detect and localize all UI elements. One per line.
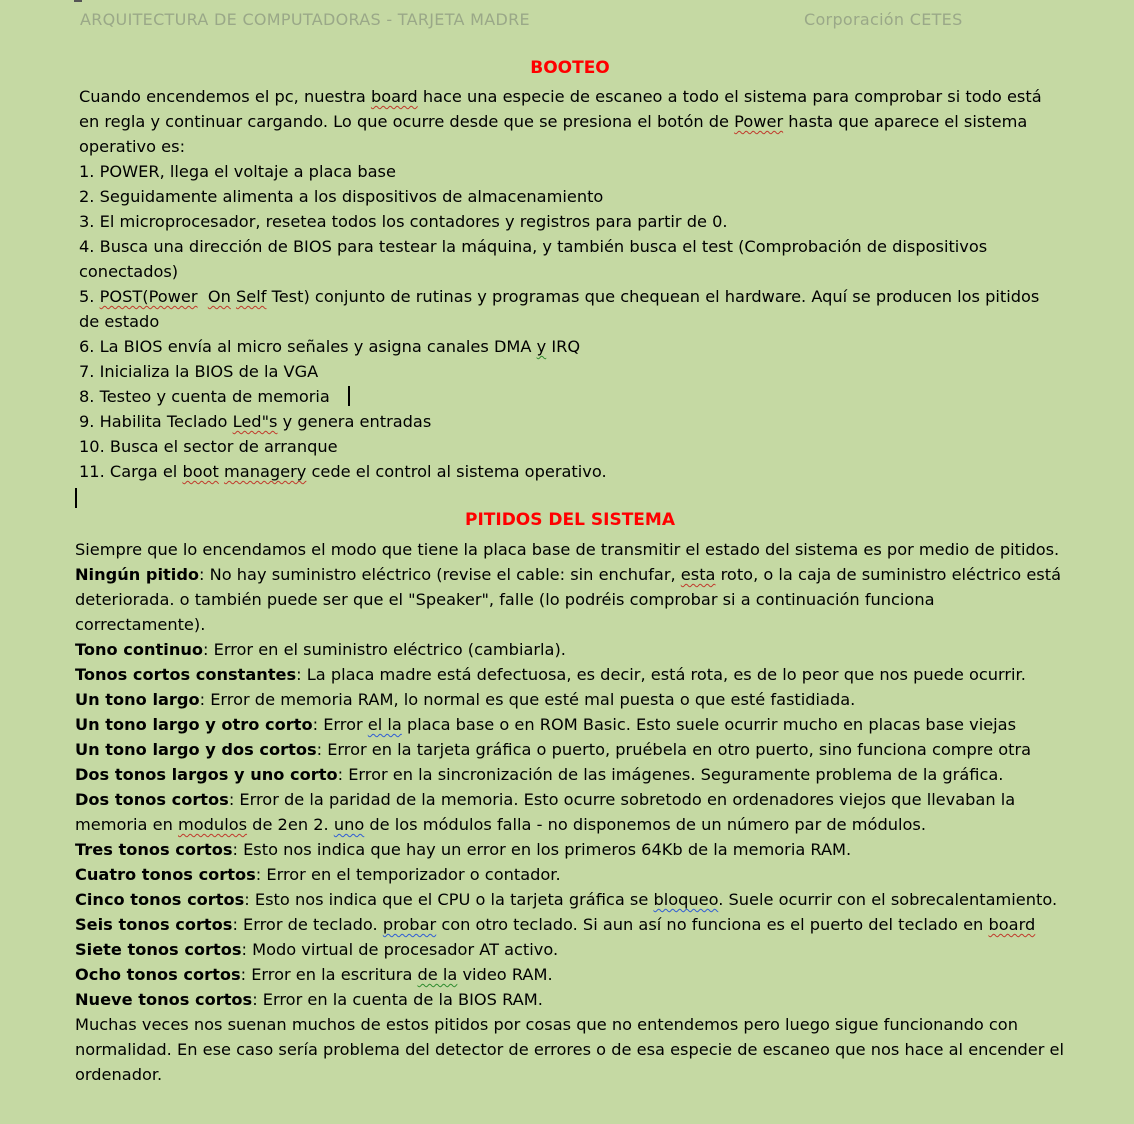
entry-tono-continuo	[75, 637, 1065, 662]
entry-ocho-tonos-cortos	[75, 962, 1065, 987]
booteo-intro	[79, 84, 1064, 159]
entry-tonos-cortos-constantes	[75, 662, 1065, 687]
text-run	[198, 287, 208, 306]
text-run: video RAM.	[457, 965, 553, 984]
spellcheck-word: boot	[182, 462, 219, 481]
grammar-word: bloqueo	[653, 890, 719, 909]
text-run: 5.	[79, 287, 100, 306]
text-run: : Error en el temporizador o contador.	[255, 865, 561, 884]
text-run: 6. La BIOS envía al micro señales y asigna canales DMA	[79, 337, 537, 356]
entry-label: Nueve tonos cortos	[75, 990, 253, 1009]
entry-label: Seis tonos cortos	[75, 915, 233, 934]
text-run: de los módulos falla - no disponemos de un número par de módulos.	[364, 815, 926, 834]
text-run: : Error en la tarjeta gráfica o puerto, pruébela en otro puerto, sino funciona compre otra	[316, 740, 1032, 759]
text-run: : Error en la sincronización de las imágenes. Seguramente problema de la gráfica.	[337, 765, 1004, 784]
entry-dos-tonos-cortos	[75, 787, 1065, 837]
entry-dos-largos-uno-corto	[75, 762, 1065, 787]
text-run: . Suele ocurrir con el sobrecalentamiento.	[718, 890, 1058, 909]
booteo-title: BOOTEO	[530, 58, 610, 78]
booteo-step-3: 3. El microprocesador, resetea todos los contadores y registros para partir de 0.	[79, 212, 728, 231]
booteo-step-1: 1. POWER, llega el voltaje a placa base	[79, 162, 396, 181]
spellcheck-word: board	[988, 915, 1036, 934]
text-run: : Error en el suministro eléctrico (cambiarla).	[203, 640, 566, 659]
page-header	[80, 8, 1080, 32]
booteo-step-2: 2. Seguidamente alimenta a los dispositivos de almacenamiento	[79, 187, 604, 206]
pitidos-intro: Siempre que lo encendamos el modo que tiene la placa base de transmitir el estado del sistema es por medio de pitidos.	[75, 540, 1060, 559]
entry-un-tono-largo	[75, 687, 1065, 712]
entry-label: Siete tonos cortos	[75, 940, 242, 959]
entry-largo-y-corto	[75, 712, 1065, 737]
booteo-section	[79, 84, 1064, 484]
text-run: Cuando encendemos el pc, nuestra	[79, 87, 371, 106]
text-run: Test) conjunto de rutinas y programas que chequean el hardware. Aquí se producen los pitidos de estado	[79, 287, 1040, 331]
text-run: : Modo virtual de procesador AT activo.	[241, 940, 559, 959]
entry-label: Dos tonos largos y uno corto	[75, 765, 338, 784]
header-institution: Corporación CETES	[804, 10, 963, 29]
spellcheck-word: esta	[680, 565, 716, 584]
booteo-step-11	[79, 459, 1064, 484]
grammar-word: de la	[417, 965, 458, 984]
booteo-step-9	[79, 409, 1064, 434]
text-run: : Error de la paridad de la memoria. Esto ocurre sobretodo en ordenadores viejos que llevaban la memoria en	[75, 790, 1016, 834]
grammar-word: el la	[367, 715, 402, 734]
text-run: : Error	[312, 715, 368, 734]
entry-ningun-pitido	[75, 562, 1065, 637]
text-run: placa base o en ROM Basic. Esto suele ocurrir mucho en placas base viejas	[401, 715, 1017, 734]
text-run: : Error en la escritura	[240, 965, 418, 984]
text-run: : La placa madre está defectuosa, es decir, está rota, es de lo peor que nos puede ocurrir.	[296, 665, 1026, 684]
spellcheck-word: board	[370, 87, 418, 106]
entry-label: Un tono largo y otro corto	[75, 715, 313, 734]
header-course-title: ARQUITECTURA DE COMPUTADORAS - TARJETA MADRE	[80, 10, 530, 29]
text-run: : Error de memoria RAM, lo normal es que esté mal puesta o que esté fastidiada.	[199, 690, 856, 709]
text-run: : Esto nos indica que hay un error en los primeros 64Kb de la memoria RAM.	[232, 840, 852, 859]
spellcheck-word: Led"s	[232, 412, 278, 431]
text-run: con otro teclado. Si aun así no funciona es el puerto del teclado en	[436, 915, 989, 934]
entry-siete-tonos-cortos	[75, 937, 1065, 962]
entry-cuatro-tonos-cortos	[75, 862, 1065, 887]
text-run: hasta que aparece el sistema operativo es:	[79, 112, 1028, 156]
booteo-step-5	[79, 284, 1064, 334]
entry-label: Un tono largo	[75, 690, 200, 709]
text-run: hace una especie de escaneo a todo el sistema para comprobar si todo está en regla y continuar cargando. Lo que ocurre desde que se presiona el botón de	[79, 87, 1042, 131]
spellcheck-word: modulos	[177, 815, 248, 834]
text-cursor	[75, 488, 77, 508]
pitidos-title: PITIDOS DEL SISTEMA	[464, 510, 675, 530]
spellcheck-word: On	[207, 287, 231, 306]
text-run: 11. Carga el	[79, 462, 183, 481]
entry-seis-tonos-cortos	[75, 912, 1065, 937]
spellcheck-word: managery	[224, 462, 307, 481]
entry-nueve-tonos-cortos	[75, 987, 1065, 1012]
spellcheck-word: POST(Power	[99, 287, 198, 306]
text-run: IRQ	[546, 337, 581, 356]
text-run: 8. Testeo y cuenta de memoria	[79, 387, 330, 406]
pitidos-section	[75, 537, 1065, 1087]
entry-label: Ningún pitido	[75, 565, 200, 584]
booteo-step-7: 7. Inicializa la BIOS de la VGA	[79, 362, 319, 381]
text-run: y genera entradas	[277, 412, 432, 431]
text-run: de 2en 2.	[247, 815, 334, 834]
entry-label: Un tono largo y dos cortos	[75, 740, 317, 759]
entry-label: Ocho tonos cortos	[75, 965, 241, 984]
entry-cinco-tonos-cortos	[75, 887, 1065, 912]
entry-label: Tono continuo	[75, 640, 203, 659]
booteo-step-10: 10. Busca el sector de arranque	[79, 437, 338, 456]
text-cursor	[348, 386, 350, 406]
entry-label: Tonos cortos constantes	[75, 665, 297, 684]
grammar-word: uno	[333, 815, 365, 834]
text-run: roto, o la caja de suministro eléctrico está deteriorada. o también puede ser que el "Speaker", falle (lo podréis comprobar si a continuación funciona correctamente).	[75, 565, 1062, 634]
text-run: : Esto nos indica que el CPU o la tarjeta gráfica se	[244, 890, 654, 909]
spellcheck-word: Power	[734, 112, 784, 131]
entry-label: Cuatro tonos cortos	[75, 865, 256, 884]
text-run: : No hay suministro eléctrico (revise el cable: sin enchufar,	[199, 565, 681, 584]
text-run: 9. Habilita Teclado	[79, 412, 233, 431]
entry-label: Dos tonos cortos	[75, 790, 229, 809]
entry-label: Cinco tonos cortos	[75, 890, 245, 909]
spellcheck-word: Self	[236, 287, 267, 306]
entry-label: Tres tonos cortos	[75, 840, 233, 859]
booteo-step-8	[79, 384, 1064, 409]
text-run: : Error en la cuenta de la BIOS RAM.	[252, 990, 543, 1009]
entry-largo-y-dos-cortos	[75, 737, 1065, 762]
page-corner-mark	[74, 0, 82, 2]
text-run: : Error de teclado.	[232, 915, 383, 934]
text-run: cede el control al sistema operativo.	[306, 462, 607, 481]
entry-tres-tonos-cortos	[75, 837, 1065, 862]
booteo-step-6	[79, 334, 1064, 359]
booteo-step-4: 4. Busca una dirección de BIOS para testear la máquina, y también busca el test (Comprobación de dispositivos conectados)	[79, 237, 988, 281]
pitidos-closing: Muchas veces nos suenan muchos de estos pitidos por cosas que no entendemos pero luego sigue funcionando con normalidad. En ese caso sería problema del detector de errores o de esa especie de escaneo que nos hace al encender el ordenador.	[75, 1015, 1065, 1084]
grammar-word: y	[536, 337, 547, 356]
grammar-word: probar	[382, 915, 437, 934]
